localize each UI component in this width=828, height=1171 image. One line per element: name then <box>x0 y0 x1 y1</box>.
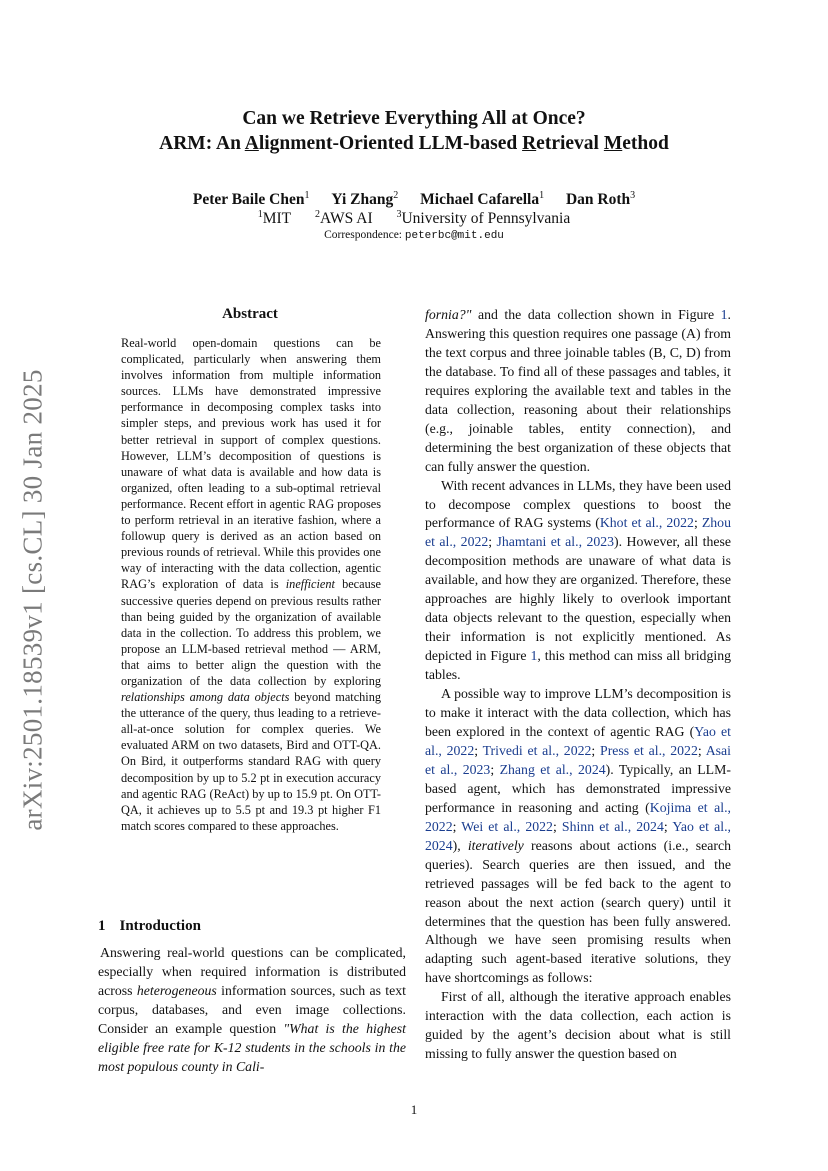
paragraph <box>425 306 731 477</box>
affiliation: $^3$University of Pennsylvania <box>396 209 571 228</box>
arxiv-identifier: arXiv:2501.18539v1 [cs.CL] 30 Jan 2025 <box>17 369 48 831</box>
citation-link[interactable]: Trivedi et al., 2022 <box>482 742 592 758</box>
text-run: ; <box>693 515 702 531</box>
affiliation: $^1$MIT <box>257 209 292 228</box>
text-run: ; <box>488 534 497 550</box>
text-run: information sources, such as text corpus, databases, and even image collections. Consider an example question <box>98 982 406 1036</box>
text-run: ; <box>552 818 562 834</box>
abstract-heading: Abstract <box>222 306 278 322</box>
paper-title-line-1: Can we Retrieve Everything All at Once? <box>242 108 586 129</box>
author: Michael Cafarella$^1$ <box>420 190 545 209</box>
text-run: ), <box>452 837 468 853</box>
citation-link[interactable]: Kojima et al., 2022 <box>425 799 731 834</box>
text-run: . Answering this question requires one passage (A) from the text corpus and three joinable tables (B, C, D) from the database. To find all of these passages and tables, it requires exploring the available text and tables in the data collection, reasoning about their relationships (e.g., joinable tables, entity connection), and determining the best organization of these objects that can fully answer the question. <box>425 307 731 474</box>
intro-paragraph-left <box>98 944 406 1077</box>
text-run: ). Typically, an LLM-based agent, which has demonstrated impressive performance in reasoning and acting ( <box>425 761 731 815</box>
text-run: because successive queries depend on previous results rather than being guided by the organization of available data in the collection. To address this problem, we propose an LLM-based retrieval method — ARM, that aims to better align the question with the organization of the data collection by exploring <box>121 577 381 688</box>
text-run: A possible way to improve LLM’s decomposition is to make it interact with the data collection, which has been explored in the context of agentic RAG ( <box>425 686 731 739</box>
right-column <box>425 306 731 1064</box>
citation-link[interactable]: 1 <box>530 648 538 664</box>
text-run: ; <box>452 818 462 834</box>
abstract-body <box>121 335 381 834</box>
citation-link[interactable]: Shinn et al., 2024 <box>561 818 664 834</box>
text-run: ; <box>697 742 706 758</box>
text-run: ; <box>490 761 500 777</box>
text-run: and the data collection shown in Figure <box>471 307 721 322</box>
paragraph <box>425 477 731 685</box>
text-run: First of all, although the iterative approach enables interaction with the data collection, each action is guided by the agent’s decision about what is still missing to fully answer the question based on <box>425 989 731 1062</box>
citation-link[interactable]: Yao et al., 2022 <box>425 723 732 758</box>
text-run: Answering real-world questions can be complicated, especially when required information is distributed across <box>98 945 406 998</box>
citation-link[interactable]: Zhang et al., 2024 <box>499 761 606 777</box>
author: Peter Baile Chen$^1$ <box>192 190 310 209</box>
affiliations <box>0 205 828 229</box>
affiliation: $^2$AWS AI <box>315 209 373 228</box>
author: Yi Zhang$^2$ <box>331 190 399 209</box>
italic-text: relationships among data objects <box>121 690 290 705</box>
correspondence-email[interactable]: peterbc@mit.edu <box>404 230 504 242</box>
citation-link[interactable]: Yao et al., 2024 <box>425 818 731 853</box>
paper-title-line-2: ARM: An Alignment-Oriented LLM-based Retrieval Method <box>159 133 669 154</box>
citation-link[interactable]: Asai et al., 2023 <box>425 742 731 777</box>
paragraph <box>425 685 731 988</box>
text-run: reasons about actions (i.e., search queries). Search queries are then issued, and the retrieved passages will be fed back to the agent to reason about the next action (search query) until it determines that the question has been fully answered. Although we have seen promising results when adapting such agent-based iterative solutions, they have shortcomings as follows: <box>425 837 731 986</box>
italic-text: iteratively <box>467 837 524 853</box>
text-run: ; <box>474 742 483 758</box>
text-run: ). However, all these decomposition methods are unaware of what data is available, and how they are organized. Therefore, these approaches are highly likely to overlook important data objects relevant to the question, especially when their information is not explicitly mentioned. As depicted in Figure <box>425 534 731 664</box>
citation-link[interactable]: Zhou et al., 2022 <box>425 515 731 550</box>
citation-link[interactable]: Khot et al., 2022 <box>599 515 694 531</box>
italic-text: inefficient <box>285 577 335 592</box>
section-heading: 1 Introduction <box>98 918 201 934</box>
citation-link[interactable]: 1 <box>720 307 728 322</box>
text-run: , this method can miss all bridging tables. <box>425 648 731 683</box>
italic-text: fornia?" <box>425 307 472 322</box>
citation-link[interactable]: Press et al., 2022 <box>600 742 698 758</box>
italic-text: heterogeneous <box>136 982 217 998</box>
page-number: 1 <box>410 1102 418 1117</box>
paragraph <box>425 988 731 1064</box>
text-run: beyond matching the utterance of the query, thus leading to a retrieve-all-at-once solution for complex queries. We evaluated ARM on two datasets, Bird and OTT-QA. On Bird, it outperforms standard RAG with query decomposition by up to 5.2 pt in execution accuracy and agentic RAG (ReAct) by up to 15.9 pt. On OTT-QA, it achieves up to 5.5 pt and 19.3 pt higher F1 match scores compared to these approaches. <box>121 690 382 833</box>
italic-text: "What is the highest eligible free rate for K-12 students in the schools in the most populous county in Cali- <box>98 1020 406 1074</box>
author: Dan Roth$^3$ <box>565 190 636 209</box>
text-run: With recent advances in LLMs, they have been used to decompose complex questions to boost the performance of RAG systems ( <box>425 477 731 531</box>
citation-link[interactable]: Jhamtani et al., 2023 <box>496 534 615 550</box>
citation-link[interactable]: Wei et al., 2022 <box>461 818 553 834</box>
text-run: ; <box>591 742 601 758</box>
text-run: Real-world open-domain questions can be complicated, particularly when answering them involves information from multiple information sources. LLMs have demonstrated impressive performance in decomposing complex tasks into simpler steps, and previous work has used it for better retrieval in support of complex questions. However, LLM’s decomposition of questions is unaware of what data is available and how data is organized, often leading to a sub-optimal retrieval performance. Recent effort in agentic RAG proposes to perform retrieval in an iterative fashion, where a followup query is derived as an action based on previous rounds of retrieval. While this provides one way of interacting with the data collection, agentic RAG’s exploration of data is <box>121 336 381 592</box>
text-run: ; <box>663 818 673 834</box>
correspondence: Correspondence: peterbc@mit.edu <box>324 229 504 242</box>
